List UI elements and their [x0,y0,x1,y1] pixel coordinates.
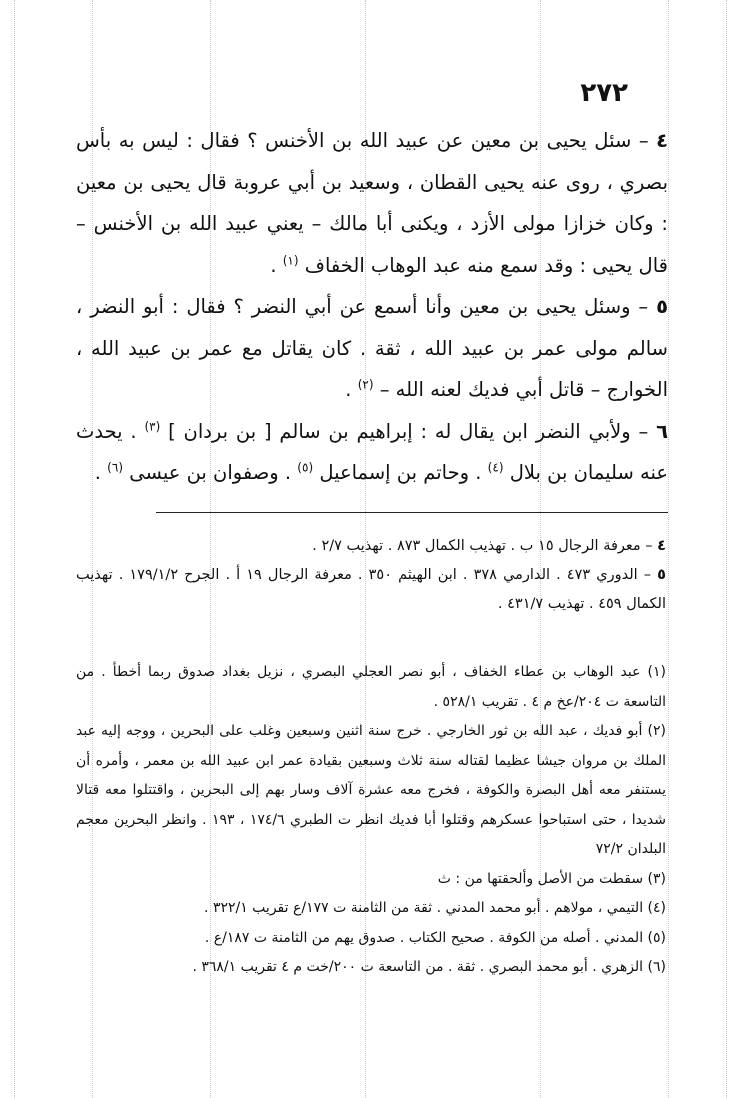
paragraph-text: . يحدث عنه سليمان بن بلال [76,419,668,484]
footnotes-block [76,658,666,983]
main-text [76,120,668,494]
paragraph-5 [76,286,668,411]
footnote-1: (١) عبد الوهاب بن عطاء الخفاف ، أبو نصر العجلي البصري ، نزيل بغداد صدوق ربما أخطأ . من التاسعة ت ٢٠٤/عخ م ٤ . تقريب ٥٢٨/١ . [76,664,666,710]
source-text: – معرفة الرجال ١٥ ب . تهذيب الكمال ٨٧٣ . تهذيب ٢/٧ . [312,538,658,554]
footnote-4: (٤) التيمي ، مولاهم . أبو محمد المدني . ثقة من الثامنة ت ١٧٧/ع تقريب ٣٢٢/١ . [204,900,666,916]
footnote-2: (٢) أبو فديك ، عبد الله بن ثور الخارجي . خرج سنة اثنين وسبعين وغلب على البحرين ، ووجه إليه عبد الملك بن مروان جيشا عظيما لقتاله سنة ثلاث وسبعين بقيادة عمر ابن عبيد الله بن معمر ، وأمره أن يستنفر معه أهل البصرة والكوفة ، فخرج معه عشرة آلاف وسار بهم إلى البحرين ، واقتتلوا معه قتالا شديدا ، حتى استباحوا عسكرهم وقتلوا أبا فديك انظر ت الطبري ١٧٤/٦ ، ١٩٣ . وانظر البحرين معجم البلدان ٧٢/٢ [76,723,666,857]
page-number: ٢٧٢ [580,78,628,108]
source-4 [76,532,666,561]
paragraph-end: . [94,461,108,484]
paragraph-number: ٥ [656,295,668,318]
source-5 [76,561,666,619]
source-number: ٥ [657,567,666,583]
footnote-ref: (٤) [487,460,504,475]
paragraph-number: ٦ [656,419,669,443]
paragraph-text: . وصفوان بن عيسى [129,461,298,484]
paragraph-6 [76,411,668,494]
separator-rule [156,512,668,513]
paragraph-4 [76,120,668,286]
footnote-5: (٥) المدني . أصله من الكوفة . صحيح الكتاب . صدوق يهم من الثامنة ت ١٨٧/ع . [204,929,666,946]
source-number: ٤ [657,538,666,554]
paragraph-end: . [345,378,358,401]
footnote-3: (٣) سقطت من الأصل وألحقتها من : ث [437,870,666,887]
paragraph-text: – سئل يحيى بن معين عن عبيد الله بن الأخنس ؟ فقال : ليس به بأس بصري ، روى عنه يحيى القطان ، وسعيد بن أبي عروبة قال يحيى بن معين : وكان خزازا مولى الأزد ، ويكنى أبا مالك – يعني عبيد الله بن الأخنس – قال يحيى : وقد سمع منه عبد الوهاب الخفاف [76,129,668,277]
footnote-ref: (٢) [357,377,374,392]
source-text: – الدوري ٤٧٣ . الدارمي ٣٧٨ . ابن الهيثم ٣٥٠ . معرفة الرجال ١٩ أ . الجرح ١٧٩/١/٢ . تهذيب الكمال ٤٥٩ . تهذيب ٤٣١/٧ . [76,567,666,612]
sources-block [76,532,666,619]
footnote-ref: (٦) [107,460,123,475]
footnote-ref: (٣) [144,419,161,433]
footnote-ref: (١) [282,253,299,267]
paragraph-text: . وحاتم بن إسماعيل [319,461,488,484]
paragraph-number: ٤ [656,129,668,152]
paragraph-text: – وسئل يحيى بن معين وأنا أسمع عن أبي النضر ؟ فقال : أبو النضر ، سالم مولى عمر بن عبيد الله ، ثقة . كان يقاتل مع عمر بن عبيد الله ، الخوارج – قاتل أبي فديك لعنه الله – [76,295,668,401]
footnote-ref: (٥) [297,460,314,475]
footnote-6: (٦) الزهري . أبو محمد البصري . ثقة . من التاسعة ت ٢٠٠/خت م ٤ تقريب ٣٦٨/١ . [192,959,666,975]
paragraph-text: – ولأبي النضر ابن يقال له : إبراهيم بن سالم [ بن بردان ] [168,419,657,443]
paragraph-end: . [270,253,283,277]
